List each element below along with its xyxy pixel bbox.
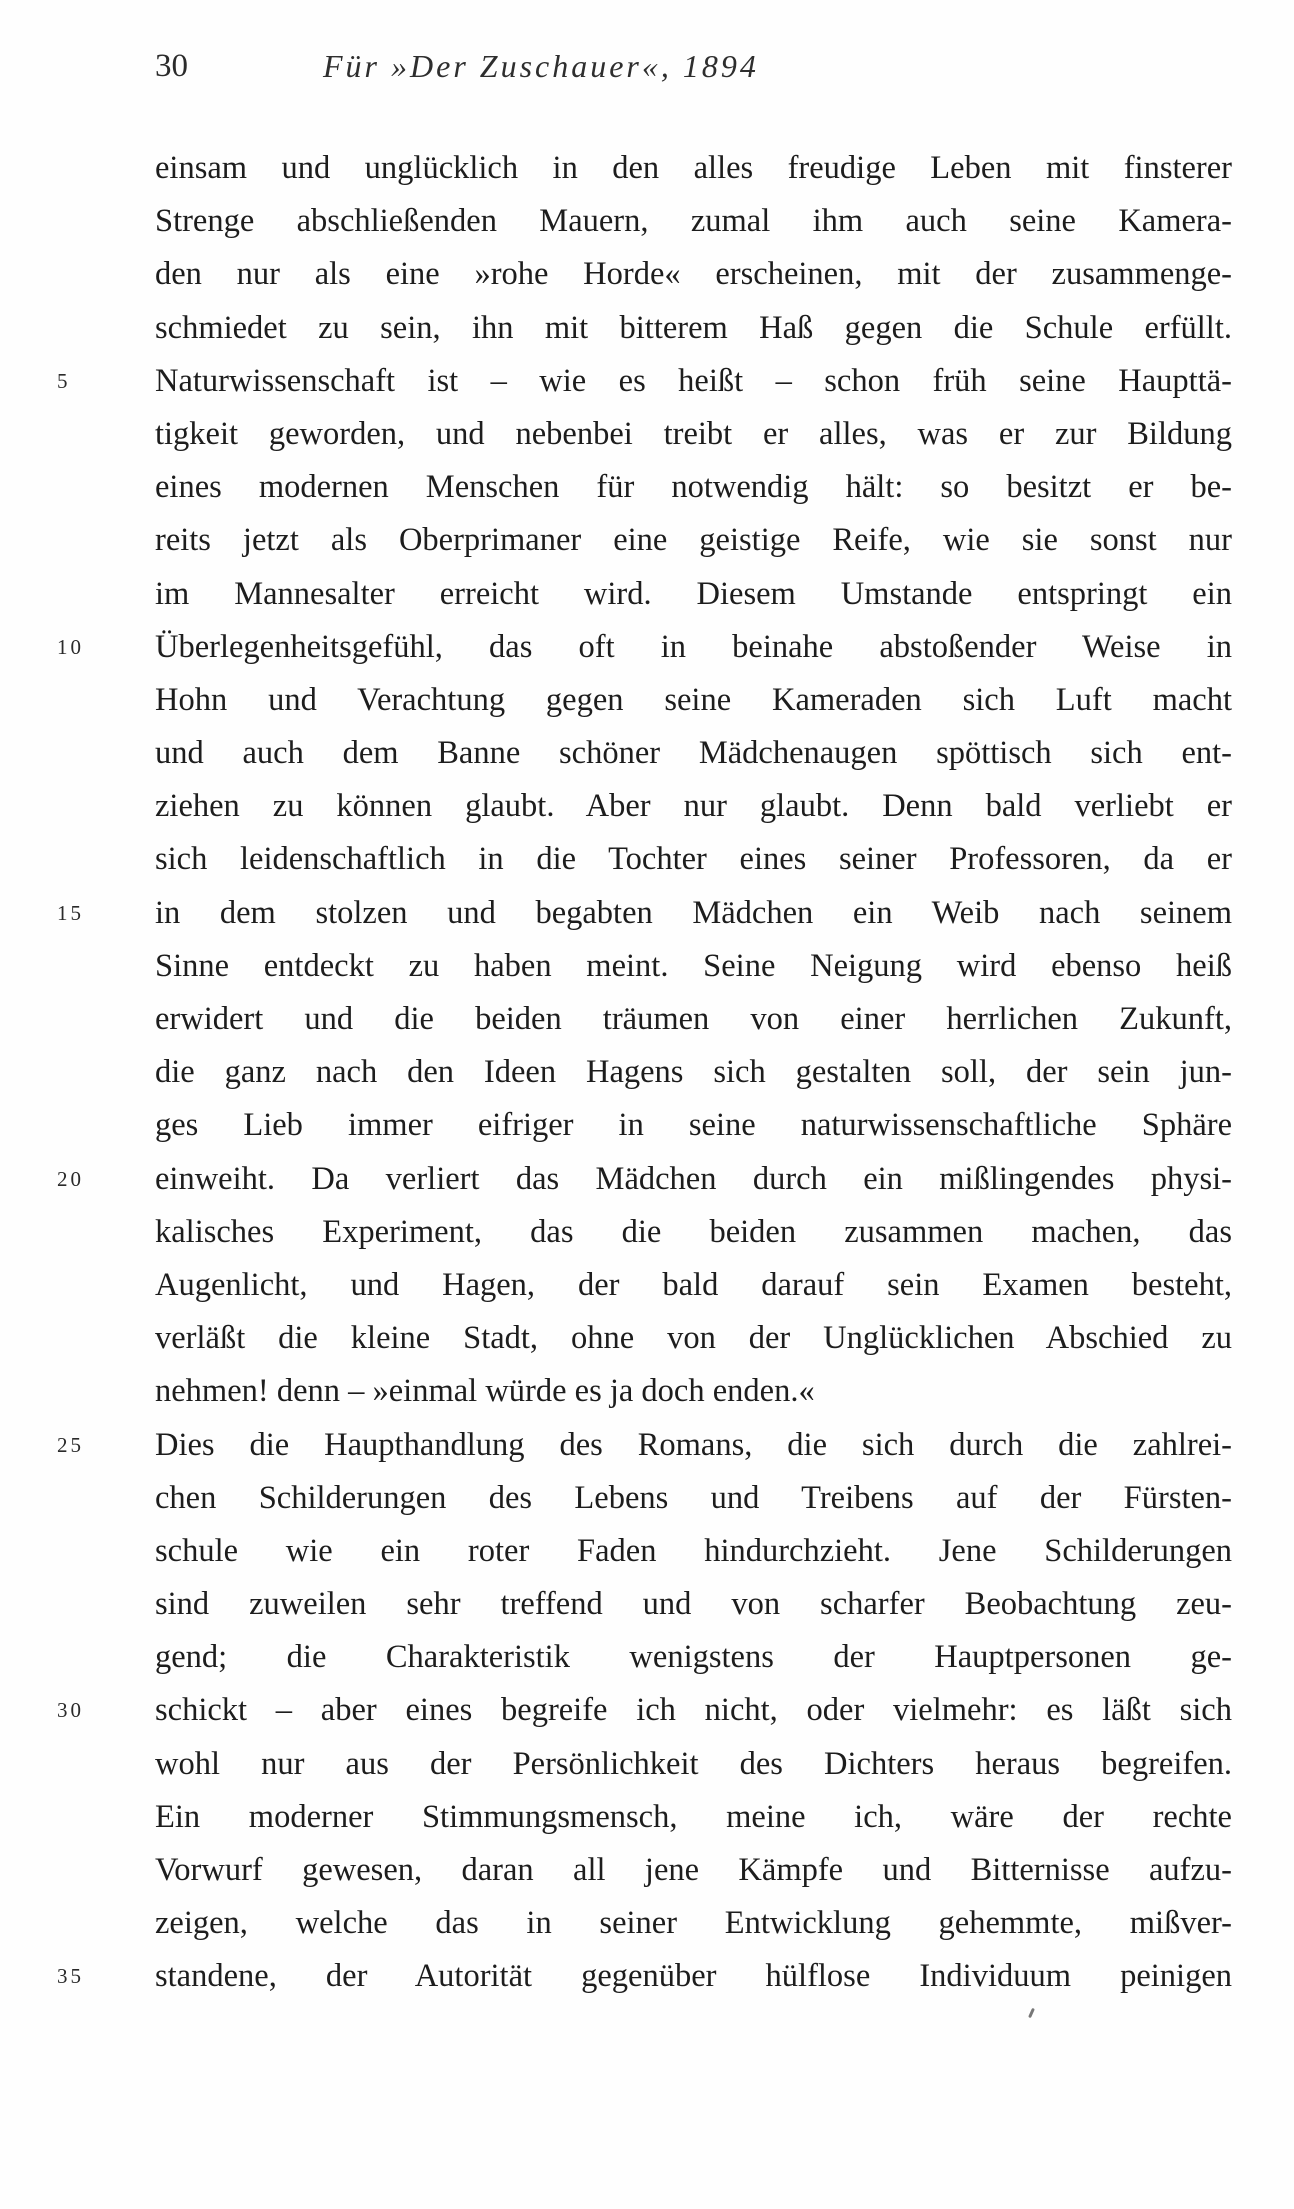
line-number: 10 bbox=[57, 634, 84, 659]
text-line: Sinne entdeckt zu haben meint. Seine Neigung wird ebenso heiß bbox=[155, 947, 1232, 984]
text-line: zeigen, welche das in seiner Entwicklung gehemmte, mißver- bbox=[155, 1905, 1232, 1942]
line-number: 5 bbox=[57, 368, 71, 393]
stray-ink-mark bbox=[1028, 2008, 1035, 2018]
page-number: 30 bbox=[155, 48, 188, 84]
text-line: Augenlicht, und Hagen, der bald darauf sein Examen besteht, bbox=[155, 1266, 1232, 1303]
text-line: 30 schickt – aber eines begreife ich nicht, oder vielmehr: es läßt sich bbox=[155, 1684, 1232, 1737]
text-line: reits jetzt als Oberprimaner eine geistige Reife, wie sie sonst nur bbox=[155, 522, 1232, 559]
text-line: schmiedet zu sein, ihn mit bitterem Haß gegen die Schule erfüllt. bbox=[155, 309, 1232, 346]
text-line: 10 Überlegenheitsgefühl, das oft in beinahe abstoßender Weise in bbox=[155, 621, 1232, 674]
text-line: Vorwurf gewesen, daran all jene Kämpfe und Bitternisse aufzu- bbox=[155, 1852, 1232, 1888]
line-number: 35 bbox=[57, 1964, 84, 1989]
text-line: erwidert und die beiden träumen von einer herrlichen Zukunft, bbox=[155, 1001, 1232, 1037]
text-line: sind zuweilen sehr treffend und von scharfer Beobachtung zeu- bbox=[155, 1586, 1232, 1623]
line-number: 25 bbox=[57, 1432, 84, 1457]
text-line: wohl nur aus der Persönlichkeit des Dichters heraus begreifen. bbox=[155, 1745, 1232, 1782]
line-number: 15 bbox=[57, 900, 84, 925]
text-block bbox=[57, 142, 1232, 2004]
text-line: gend; die Charakteristik wenigstens der Hauptpersonen ge- bbox=[155, 1639, 1232, 1676]
text-line: ziehen zu können glaubt. Aber nur glaubt. Denn bald verliebt er bbox=[155, 788, 1232, 825]
text-line: 35 standene, der Autorität gegenüber hülflose Individuum peinigen bbox=[155, 1950, 1232, 2003]
text-line: sich leidenschaftlich in die Tochter eines seiner Professoren, da er bbox=[155, 841, 1232, 878]
text-line: einsam und unglücklich in den alles freudige Leben mit finsterer bbox=[155, 150, 1232, 186]
text-line: ges Lieb immer eifriger in seine naturwissenschaftliche Sphäre bbox=[155, 1107, 1232, 1144]
text-line: schule wie ein roter Faden hindurchzieht. Jene Schilderungen bbox=[155, 1532, 1232, 1569]
text-line: 15 in dem stolzen und begabten Mädchen ein Weib nach seinem bbox=[155, 887, 1232, 940]
text-line: chen Schilderungen des Lebens und Treibens auf der Fürsten- bbox=[155, 1479, 1232, 1516]
text-line: den nur als eine »rohe Horde« erscheinen, mit der zusammenge- bbox=[155, 256, 1232, 293]
text-line: tigkeit geworden, und nebenbei treibt er alles, was er zur Bildung bbox=[155, 415, 1232, 452]
text-line: Hohn und Verachtung gegen seine Kameraden sich Luft macht bbox=[155, 681, 1232, 718]
text-line: kalisches Experiment, das die beiden zusammen machen, das bbox=[155, 1213, 1232, 1250]
running-head bbox=[0, 44, 1294, 92]
text-line: und auch dem Banne schöner Mädchenaugen spöttisch sich ent- bbox=[155, 735, 1232, 772]
text-line: verläßt die kleine Stadt, ohne von der Unglücklichen Abschied zu bbox=[155, 1320, 1232, 1357]
text-line: 20 einweiht. Da verliert das Mädchen durch ein mißlingendes physi- bbox=[155, 1153, 1232, 1206]
text-line: nehmen! denn – »einmal würde es ja doch enden.« bbox=[155, 1373, 815, 1410]
text-line: eines modernen Menschen für notwendig hält: so besitzt er be- bbox=[155, 469, 1232, 506]
running-header-title: Für »Der Zuschauer«, 1894 bbox=[323, 48, 759, 84]
line-number: 20 bbox=[57, 1166, 84, 1191]
line-number: 30 bbox=[57, 1698, 84, 1723]
text-line: Ein moderner Stimmungsmensch, meine ich, wäre der rechte bbox=[155, 1798, 1232, 1835]
text-line: 5 Naturwissenschaft ist – wie es heißt – schon früh seine Haupttä- bbox=[155, 355, 1232, 408]
text-line: im Mannesalter erreicht wird. Diesem Umstande entspringt ein bbox=[155, 575, 1232, 612]
text-line: 25 Dies die Haupthandlung des Romans, die sich durch die zahlrei- bbox=[155, 1419, 1232, 1472]
text-line: die ganz nach den Ideen Hagens sich gestalten soll, der sein jun- bbox=[155, 1054, 1232, 1091]
text-line: Strenge abschließenden Mauern, zumal ihm auch seine Kamera- bbox=[155, 203, 1232, 240]
